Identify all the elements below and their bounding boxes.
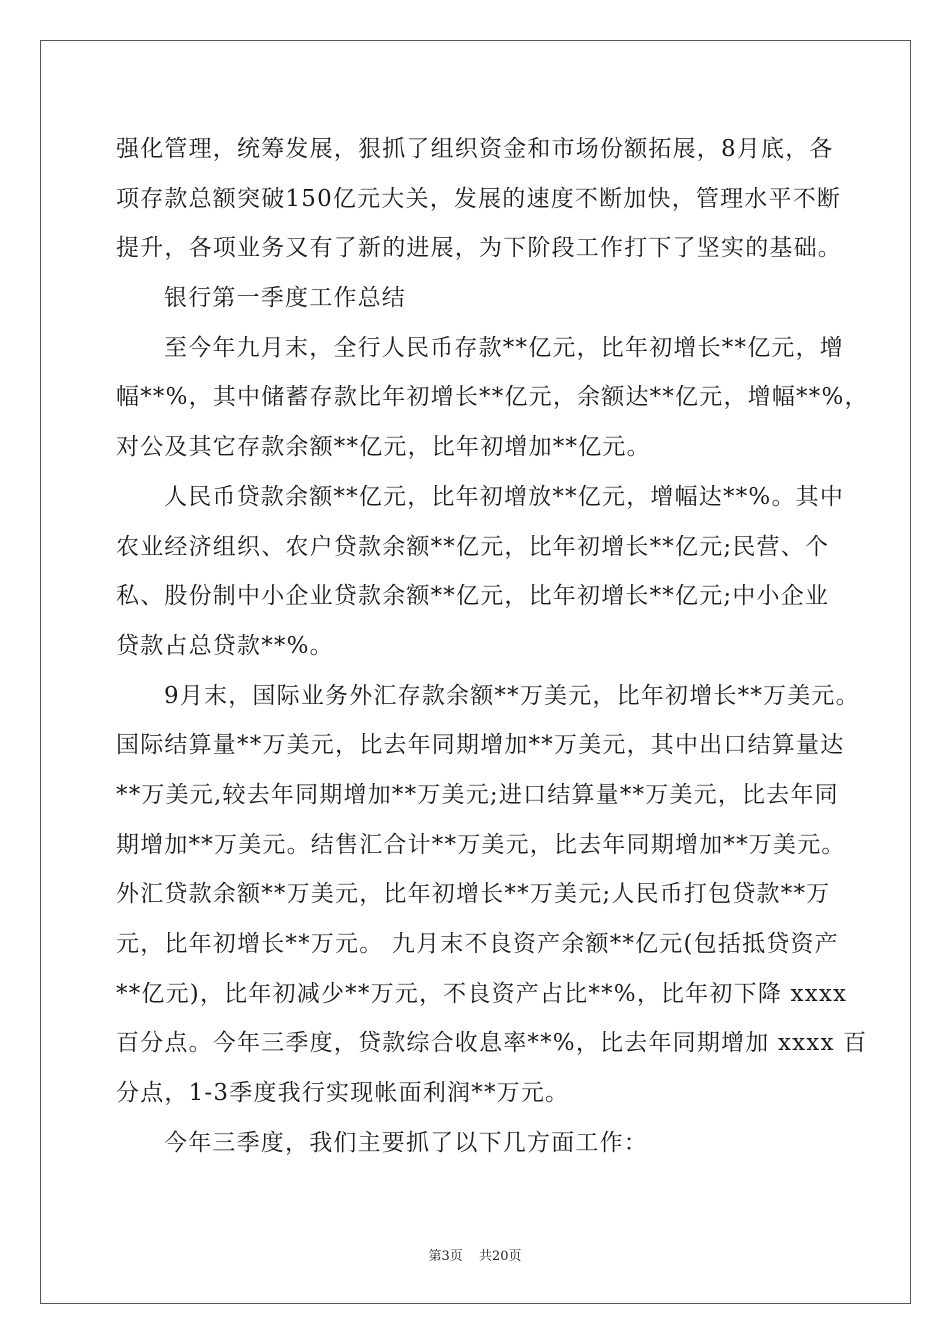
text-line-3: 提升，各项业务又有了新的进展，为下阶段工作打下了坚实的基础。 (116, 235, 842, 262)
text-line-12: 9月末，国际业务外汇存款余额**万美元，比年初增长**万美元。 (164, 682, 860, 709)
text-line-10: 私、股份制中小企业贷款余额**亿元，比年初增长**亿元;中小企业 (116, 583, 830, 610)
text-line-13: 国际结算量**万美元，比去年同期增加**万美元，其中出口结算量达 (116, 732, 845, 759)
page-number: 第3页 (428, 1249, 463, 1264)
section-heading: 银行第一季度工作总结 (164, 285, 406, 312)
page-total: 共20页 (478, 1249, 522, 1264)
text-line-11: 贷款占总贷款**%。 (116, 632, 334, 659)
text-line-16: 外汇贷款余额**万美元，比年初增长**万美元;人民币打包贷款**万 (116, 881, 831, 908)
text-line-14: **万美元,较去年同期增加**万美元;进口结算量**万美元，比去年同 (116, 781, 839, 808)
page-footer (0, 1245, 950, 1264)
text-line-6: 幅**%，其中储蓄存款比年初增长**亿元，余额达**亿元，增幅**%， (116, 384, 869, 411)
text-line-2: 项存款总额突破150亿元大关，发展的速度不断加快，管理水平不断 (116, 185, 842, 212)
text-line-21: 今年三季度，我们主要抓了以下几方面工作： (164, 1129, 648, 1156)
text-line-1: 强化管理，统筹发展，狠抓了组织资金和市场份额拓展，8月底，各 (116, 136, 834, 162)
text-line-5: 至今年九月末，全行人民币存款**亿元，比年初增长**亿元，增 (164, 334, 844, 361)
text-line-15: 期增加**万美元。结售汇合计**万美元，比去年同期增加**万美元。 (116, 831, 846, 858)
text-line-20: 分点，1-3季度我行实现帐面利润**万元。 (116, 1080, 570, 1107)
text-line-17: 元，比年初增长**万元。 九月末不良资产余额**亿元(包括抵贷资产 (116, 931, 839, 957)
document-body (116, 125, 869, 1168)
text-line-9: 农业经济组织、农户贷款余额**亿元，比年初增长**亿元;民营、个 (116, 533, 830, 560)
text-line-8: 人民币贷款余额**亿元，比年初增放**亿元，增幅达**%。其中 (164, 483, 845, 510)
text-line-18: **亿元)，比年初减少**万元，不良资产占比**%，比年初下降 xxxx (116, 980, 848, 1007)
text-line-7: 对公及其它存款余额**亿元，比年初增加**亿元。 (116, 434, 651, 461)
text-line-19: 百分点。今年三季度，贷款综合收息率**%，比去年同期增加 xxxx 百 (116, 1030, 868, 1057)
